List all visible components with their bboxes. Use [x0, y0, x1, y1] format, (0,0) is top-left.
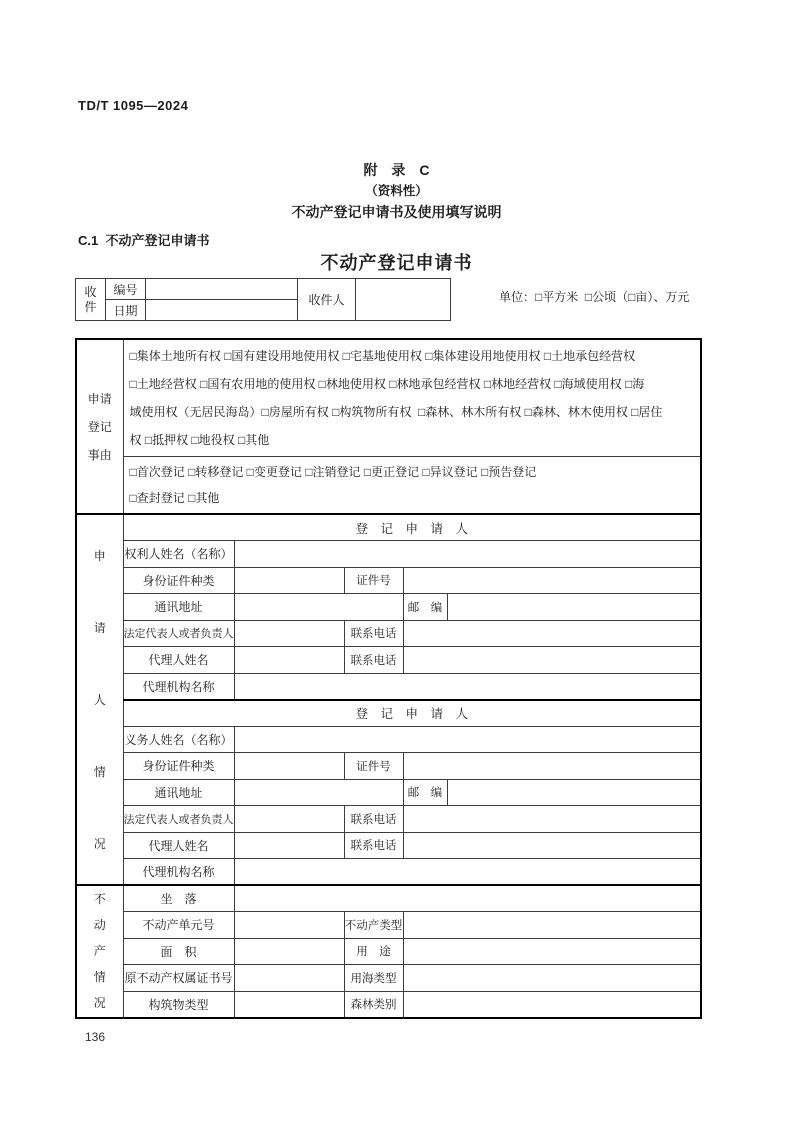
property-type-label: 不动产类型 — [344, 912, 403, 939]
id-type-label: 身份证件种类 — [123, 567, 234, 594]
table-row — [76, 514, 701, 541]
blank-field — [234, 753, 344, 780]
blank-field — [403, 912, 701, 939]
blank-field — [234, 647, 344, 674]
table-row — [76, 991, 701, 1018]
table-row — [76, 620, 701, 647]
blank-field — [234, 832, 344, 859]
blank-field — [403, 806, 701, 833]
standard-code: TD/T 1095—2024 — [78, 98, 189, 113]
table-row — [76, 965, 701, 992]
table-row — [76, 647, 701, 674]
registration-types-cell — [123, 457, 701, 515]
table-row — [76, 779, 701, 806]
blank-field — [447, 594, 701, 621]
table-row — [76, 339, 701, 457]
blank-field — [403, 647, 701, 674]
receipt-block — [75, 278, 451, 321]
obligor-name-label: 义务人姓名（名称） — [123, 726, 234, 753]
address-label: 通讯地址 — [123, 594, 234, 621]
legal-rep-label: 法定代表人或者负责人 — [123, 806, 234, 833]
table-row — [76, 457, 701, 515]
structure-type-label: 构筑物类型 — [123, 991, 234, 1018]
reason-sidebar-label: 申请登记事由 — [76, 339, 123, 514]
unit-number-label: 不动产单元号 — [123, 912, 234, 939]
table-row — [76, 279, 451, 300]
blank-field — [234, 567, 344, 594]
agent-name-label: 代理人姓名 — [123, 647, 234, 674]
blank-field — [234, 806, 344, 833]
form-title: 不动产登记申请书 — [320, 253, 473, 273]
address-label: 通讯地址 — [123, 779, 234, 806]
agent-name-label: 代理人姓名 — [123, 832, 234, 859]
old-certificate-label: 原不动产权属证书号 — [123, 965, 234, 992]
agency-name-label: 代理机构名称 — [123, 859, 234, 886]
table-row — [76, 806, 701, 833]
receipt-number-field — [146, 279, 298, 300]
blank-field — [403, 753, 701, 780]
table-row — [76, 859, 701, 886]
unit-note: 单位：□平方米 □公顷（□亩）、万元 — [499, 290, 690, 304]
receiver-field — [356, 279, 451, 321]
blank-field — [403, 991, 701, 1018]
blank-field — [234, 726, 701, 753]
receipt-number-label: 编号 — [106, 279, 146, 300]
appendix-title: 不动产登记申请书及使用填写说明 — [291, 204, 502, 220]
checkbox-line: □土地经营权 □国有农用地的使用权 □林地使用权 □林地承包经营权 □林地经营权 □海域使用权 □海 — [129, 377, 645, 391]
checkbox-line: 域使用权（无居民海岛）□房屋所有权 □构筑物所有权 □森林、林木所有权 □森林、林木使用权 □居住 — [129, 405, 663, 419]
table-row — [76, 832, 701, 859]
blank-field — [234, 620, 344, 647]
table-row — [76, 700, 701, 727]
table-row — [76, 594, 701, 621]
application-form-table — [75, 338, 702, 1019]
phone-label: 联系电话 — [344, 806, 403, 833]
holder-name-label: 权利人姓名（名称） — [123, 541, 234, 568]
blank-field — [234, 779, 403, 806]
blank-field — [234, 541, 701, 568]
table-row — [76, 885, 701, 912]
appendix-nature: （资料性） — [365, 184, 428, 198]
blank-field — [403, 965, 701, 992]
checkbox-line: □查封登记 □其他 — [129, 491, 220, 505]
phone-label: 联系电话 — [344, 647, 403, 674]
receipt-date-field — [146, 300, 298, 321]
table-row — [76, 753, 701, 780]
checkbox-line: 权 □抵押权 □地役权 □其他 — [129, 433, 270, 447]
blank-field — [234, 885, 701, 912]
id-type-label: 身份证件种类 — [123, 753, 234, 780]
legal-rep-label: 法定代表人或者负责人 — [123, 620, 234, 647]
checkbox-line: □集体土地所有权 □国有建设用地使用权 □宅基地使用权 □集体建设用地使用权 □土地承包经营权 — [129, 349, 636, 363]
receipt-date-label: 日期 — [106, 300, 146, 321]
blank-field — [234, 859, 701, 886]
table-row — [76, 541, 701, 568]
receipt-group-label: 收件 — [76, 279, 106, 321]
blank-field — [234, 938, 344, 965]
blank-field — [403, 832, 701, 859]
area-label: 面 积 — [123, 938, 234, 965]
application-form — [75, 338, 702, 1019]
receipt-table — [75, 278, 451, 321]
applicant-header: 登 记 申 请 人 — [123, 514, 701, 541]
section-heading: C.1 不动产登记申请书 — [78, 233, 210, 248]
agency-name-label: 代理机构名称 — [123, 673, 234, 700]
sea-use-type-label: 用海类型 — [344, 965, 403, 992]
blank-field — [403, 567, 701, 594]
postcode-label: 邮 编 — [403, 779, 447, 806]
page-number: 136 — [85, 1030, 106, 1044]
location-label: 坐 落 — [123, 885, 234, 912]
blank-field — [234, 912, 344, 939]
phone-label: 联系电话 — [344, 620, 403, 647]
postcode-label: 邮 编 — [403, 594, 447, 621]
forest-category-label: 森林类别 — [344, 991, 403, 1018]
table-row — [76, 567, 701, 594]
table-row — [76, 726, 701, 753]
id-number-label: 证件号 — [344, 753, 403, 780]
property-sidebar-label: 不动产情况 — [76, 885, 123, 1018]
blank-field — [234, 965, 344, 992]
blank-field — [403, 620, 701, 647]
id-number-label: 证件号 — [344, 567, 403, 594]
appendix-label: 附 录 C — [363, 162, 430, 178]
table-row — [76, 912, 701, 939]
usage-label: 用 途 — [344, 938, 403, 965]
blank-field — [234, 594, 403, 621]
blank-field — [447, 779, 701, 806]
checkbox-line: □首次登记 □转移登记 □变更登记 □注销登记 □更正登记 □异议登记 □预告登记 — [129, 465, 537, 479]
applicant-header: 登 记 申 请 人 — [123, 700, 701, 727]
table-row — [76, 673, 701, 700]
phone-label: 联系电话 — [344, 832, 403, 859]
applicant-sidebar-label: 申请人情况 — [76, 514, 123, 885]
blank-field — [234, 991, 344, 1018]
right-types-cell — [123, 339, 701, 457]
table-row — [76, 938, 701, 965]
blank-field — [234, 673, 701, 700]
receiver-label: 收件人 — [298, 279, 356, 321]
blank-field — [403, 938, 701, 965]
